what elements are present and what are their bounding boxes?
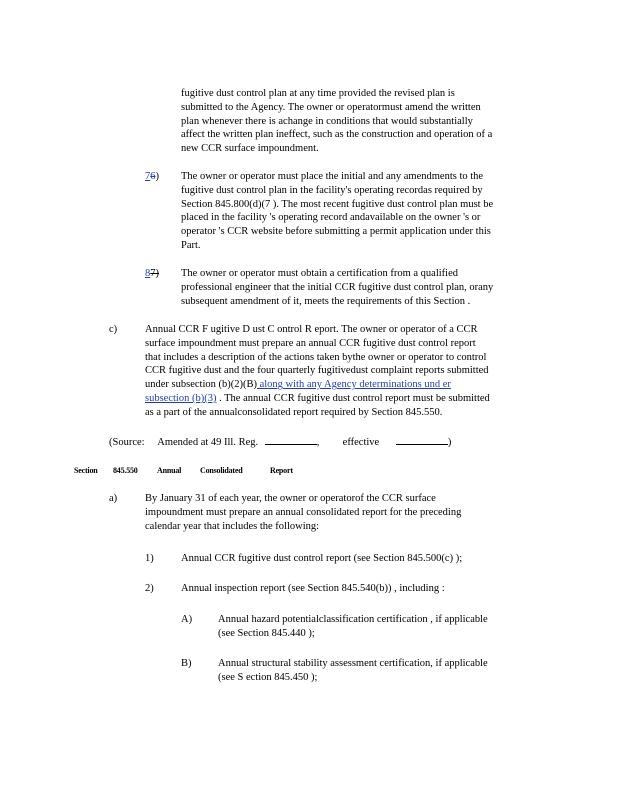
text-line: submitted to the Agency. The owner or operatormust amend the written	[181, 101, 481, 113]
section-heading-title-3: Report	[270, 466, 293, 475]
paragraph-a-label: a)	[109, 493, 118, 504]
text-segment: . The annual CCR fugitive dust control report must be submitted	[216, 392, 490, 404]
text-line: affect the written plan ineffect, such as the construction and operation of a	[181, 129, 493, 141]
inserted-number: 7	[145, 171, 151, 182]
text-line: The owner or operator must obtain a certification from a qualified	[181, 268, 458, 279]
paragraph-7	[181, 170, 493, 253]
deleted-number: 7)	[150, 268, 159, 279]
text-line: new CCR surface impoundment.	[181, 143, 319, 155]
date-blank	[396, 434, 448, 445]
paragraph-a	[145, 492, 461, 533]
source-note	[109, 434, 451, 450]
number-paren: )	[155, 171, 159, 182]
text-line: CCR fugitive dust and the four quarterly fugitivedust complaint reports submitted	[145, 365, 489, 377]
text-line: (see S ection 845.450 );	[218, 671, 318, 683]
text-line: subsequent amendment of it, meets the requirements of this Section .	[181, 295, 471, 307]
text-line: placed in the facility 's operating record andavailable on the owner 's or	[181, 212, 481, 224]
inserted-text: subsection (b)(3)	[145, 392, 217, 404]
text-line: The owner or operator must place the initial and any amendments to the	[181, 171, 484, 182]
section-heading-title-2: Consolidated	[200, 466, 243, 475]
item-B-label: B)	[181, 658, 192, 669]
text-line: fugitive dust control plan at any time provided the revised plan is	[181, 88, 455, 99]
item-1-label: 1)	[145, 553, 154, 564]
inserted-number: 8	[145, 268, 151, 279]
source-close: )	[447, 437, 452, 448]
text-line: Part.	[181, 239, 201, 251]
text-line: as a part of the annualconsolidated report required by Section 845.550.	[145, 406, 443, 418]
item-2-label: 2)	[145, 583, 154, 594]
text-line: calendar year that includes the following:	[145, 520, 320, 532]
text-line: Annual hazard potentialclassification certification , if applicable	[218, 614, 488, 625]
text-line: plan whenever there is achange in conditions that would substantially	[181, 115, 473, 127]
paragraph-7-number	[145, 170, 159, 184]
paragraph-6-continuation	[181, 87, 492, 156]
paragraph-8	[181, 267, 493, 308]
paragraph-8-number	[145, 267, 159, 281]
section-heading-number: 845.550	[113, 466, 138, 475]
text-line: that includes a description of the actions taken bythe owner or operator to control	[145, 351, 487, 363]
item-2-text: Annual inspection report (see Section 845.540(b)) , including :	[181, 583, 445, 594]
text-line: operator 's CCR website before submitting a permit application under this	[181, 226, 491, 238]
text-line: (see Section 845.440 );	[218, 627, 315, 639]
text-line: fugitive dust control plan in the facility's operating recordas required by	[181, 184, 483, 196]
text-segment: under subsection (b)(2)(B)	[145, 379, 257, 391]
inserted-text: along with any Agency determinations und er	[256, 379, 451, 391]
item-A-label: A)	[181, 614, 193, 625]
item-B-text	[218, 657, 488, 685]
section-heading-title-1: Annual	[157, 466, 182, 475]
section-heading-word: Section	[74, 466, 98, 475]
text-line: surface impoundment must prepare an annual CCR fugitive dust control report	[145, 337, 476, 349]
source-comma: ,	[316, 437, 320, 448]
text-line: professional engineer that the initial CCR fugitive dust control plan, orany	[181, 281, 494, 293]
text-line: Annual structural stability assessment certification, if applicable	[218, 658, 488, 669]
item-1-text: Annual CCR fugitive dust control report (see Section 845.500(c) );	[181, 553, 463, 564]
source-open: (Source:	[109, 437, 145, 448]
text-line	[145, 392, 490, 406]
deleted-number: 6	[150, 171, 156, 182]
paragraph-c	[145, 323, 490, 420]
paragraph-c-label: c)	[109, 324, 118, 335]
text-line: Annual CCR F ugitive D ust C ontrol R eport. The owner or operator of a CCR	[145, 324, 478, 335]
text-line	[145, 378, 490, 392]
text-line: impoundment must prepare an annual consolidated report for the preceding	[145, 506, 462, 518]
volume-blank	[265, 434, 317, 445]
source-effective: effective	[342, 437, 380, 448]
text-line: By January 31 of each year, the owner or operatorof the CCR surface	[145, 493, 436, 504]
source-amended: Amended at 49 Ill. Reg.	[157, 437, 259, 448]
text-line: Section 845.800(d)(7 ). The most recent fugitive dust control plan must be	[181, 198, 494, 210]
item-A-text	[218, 613, 488, 641]
